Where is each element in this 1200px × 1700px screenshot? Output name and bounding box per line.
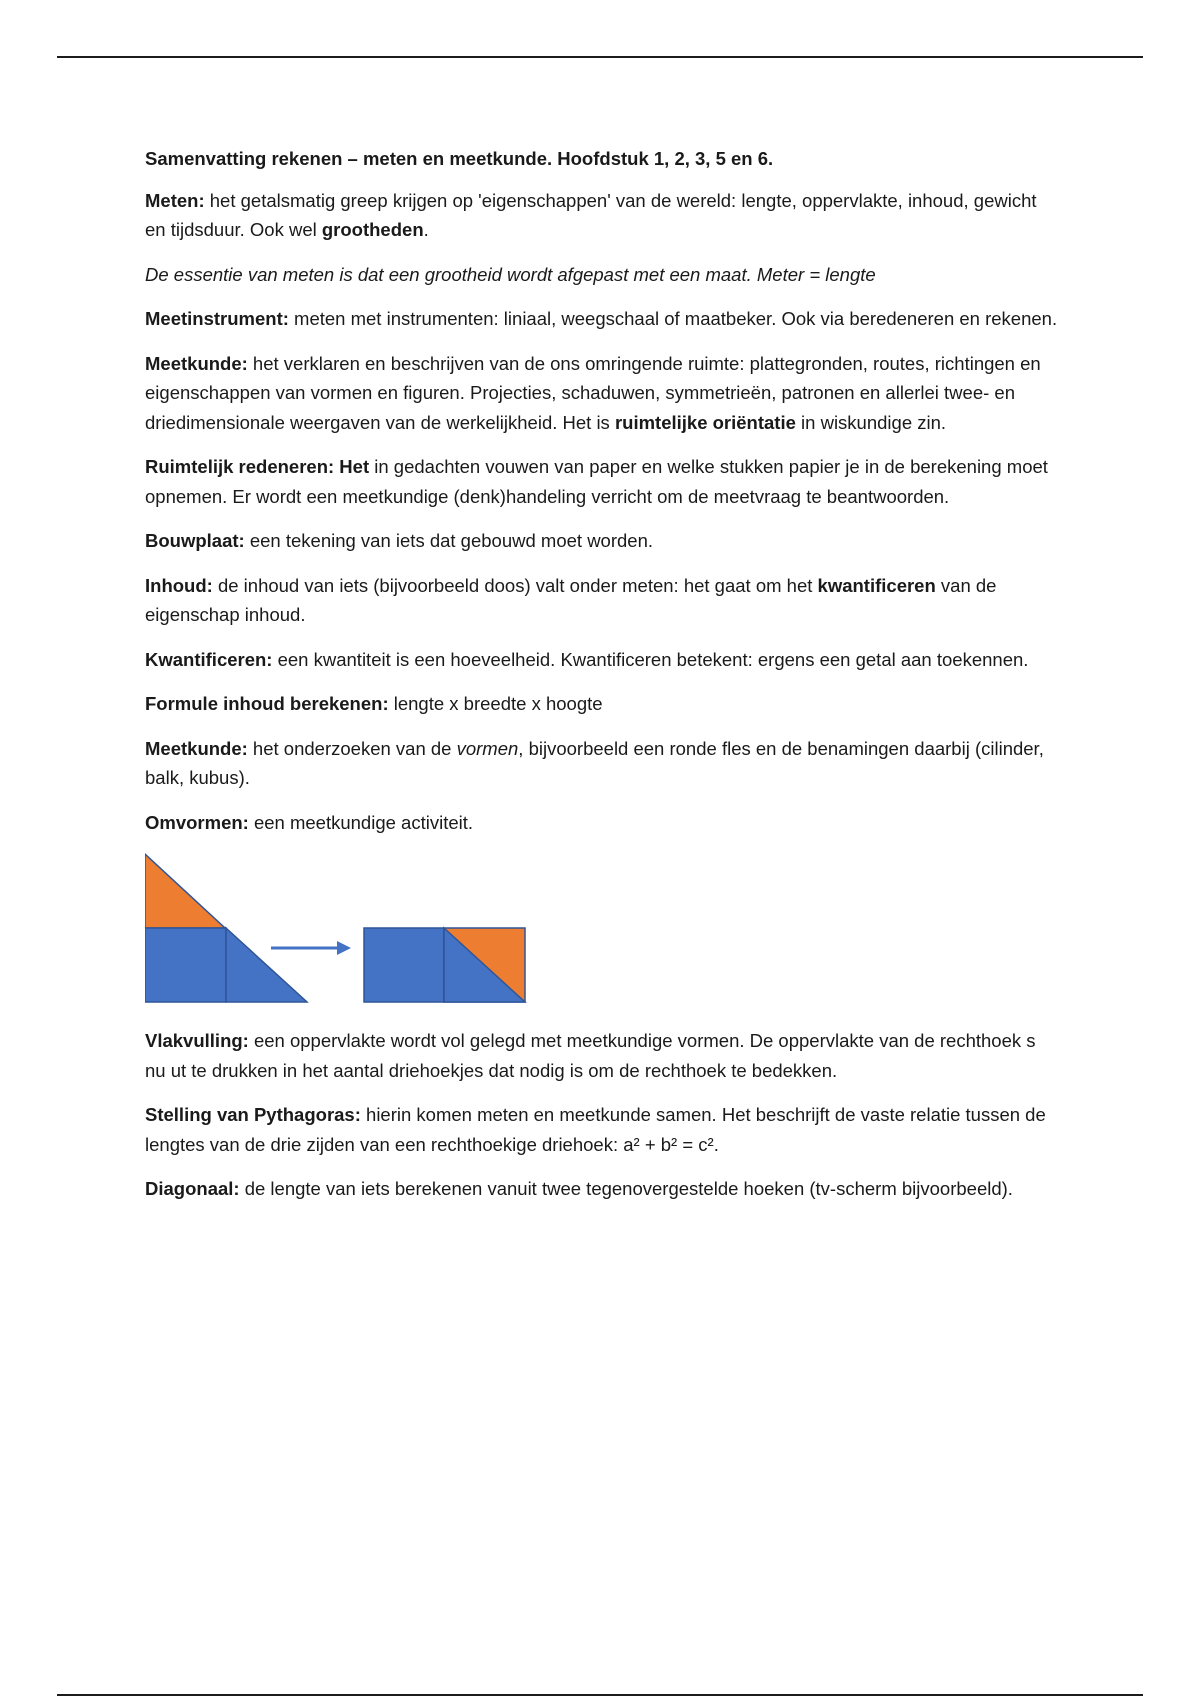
omvormen-figure xyxy=(145,852,545,1012)
term: Bouwplaat: xyxy=(145,530,245,551)
paragraph-diagonaal xyxy=(145,1174,1060,1204)
paragraph-vlakvulling xyxy=(145,1026,1060,1085)
emphasis: ruimtelijke oriëntatie xyxy=(614,411,796,433)
paragraph-ruimtelijk-redeneren xyxy=(145,452,1060,511)
paragraph-meetkunde-vormen xyxy=(145,734,1060,793)
text: lengte x breedte x hoogte xyxy=(388,693,603,714)
paragraph-essentie: De essentie van meten is dat een grootheid wordt afgepast met een maat. Meter = lengte xyxy=(145,263,876,285)
header-rule xyxy=(57,56,1143,58)
text: het getalsmatig greep krijgen op 'eigenschappen' van de wereld: lengte, oppervlakte, inhoud, gewicht en tijdsduur. Ook wel xyxy=(145,189,1037,240)
blue-triangle-left xyxy=(226,928,307,1002)
blue-square-right xyxy=(364,928,444,1002)
text: meten met instrumenten: liniaal, weegschaal of maatbeker. Ook via beredeneren en rekenen. xyxy=(288,308,1058,329)
term: Formule inhoud berekenen: xyxy=(145,693,389,714)
term: Omvormen: xyxy=(145,811,249,833)
text: het onderzoeken van de xyxy=(247,737,457,759)
term: Meetinstrument: xyxy=(145,308,289,329)
emphasis: vormen xyxy=(456,737,519,759)
term: Meetkunde: xyxy=(145,352,248,374)
term: Diagonaal: xyxy=(145,1178,240,1199)
text: de lengte van iets berekenen vanuit twee tegenovergestelde hoeken (tv-scherm bijvoorbeeld). xyxy=(239,1178,1013,1199)
document-title: Samenvatting rekenen – meten en meetkunde. Hoofdstuk 1, 2, 3, 5 en 6. xyxy=(145,148,774,169)
text: de inhoud van iets (bijvoorbeeld doos) valt onder meten: het gaat om het xyxy=(212,574,818,596)
text: in gedachten vouwen van paper en welke stukken papier je in de berekening moet opnemen. Er wordt een meetkundige (denk)handeling verricht om de meetvraag te beantwoorden. xyxy=(145,456,1048,507)
arrow-head-icon xyxy=(337,941,351,955)
term: Meten: xyxy=(145,189,205,211)
text: een meetkundige activiteit. xyxy=(248,811,474,833)
emphasis: grootheden xyxy=(321,219,424,240)
text: het verklaren en beschrijven van de ons omringende ruimte: plattegronden, routes, richtingen en eigenschappen van vormen en figuren. Projecties, schaduwen, symmetrieën, patronen en allerlei twee- en driedimensionale weergaven van de werkelijkheid. Het is xyxy=(145,352,1041,433)
blue-square-left xyxy=(145,928,226,1002)
text: een tekening van iets dat gebouwd moet worden. xyxy=(244,530,654,551)
term: Meetkunde: xyxy=(145,737,248,759)
term: Vlakvulling: xyxy=(145,1030,249,1051)
text: hierin komen meten en meetkunde samen. Het beschrijft de vaste relatie tussen de lengtes van de drie zijden van een rechthoekige driehoek: a² + b² = c². xyxy=(145,1104,1046,1155)
text: , bijvoorbeeld een ronde fles en de benamingen daarbij (cilinder, balk, kubus). xyxy=(145,737,1044,788)
text: een oppervlakte wordt vol gelegd met meetkundige vormen. De oppervlakte van de rechthoek s nu ut te drukken in het aantal driehoekjes dat nodig is om de rechthoek te bedekken. xyxy=(145,1030,1036,1081)
text: . xyxy=(423,219,429,240)
text: van de eigenschap inhoud. xyxy=(145,574,997,625)
footer-rule xyxy=(57,1694,1143,1696)
paragraph-formule xyxy=(145,689,1060,719)
document-body xyxy=(145,144,1060,1219)
paragraph-omvormen xyxy=(145,808,1060,838)
term: Stelling van Pythagoras: xyxy=(145,1104,361,1125)
paragraph-bouwplaat xyxy=(145,526,1060,556)
emphasis: kwantificeren xyxy=(817,574,936,596)
paragraph-pythagoras xyxy=(145,1100,1060,1159)
paragraph-meetkunde xyxy=(145,349,1060,438)
orange-triangle-left xyxy=(145,854,225,928)
term: Inhoud: xyxy=(145,574,213,596)
term: Ruimtelijk redeneren: Het xyxy=(145,456,370,477)
text: in wiskundige zin. xyxy=(795,411,947,433)
text: een kwantiteit is een hoeveelheid. Kwantificeren betekent: ergens een getal aan toekennen. xyxy=(272,648,1029,670)
term: Kwantificeren: xyxy=(145,648,273,670)
paragraph-meten xyxy=(145,186,1060,245)
paragraph-kwantificeren xyxy=(145,645,1060,675)
paragraph-meetinstrument xyxy=(145,304,1060,334)
paragraph-inhoud xyxy=(145,571,1060,630)
omvormen-diagram xyxy=(145,852,545,1012)
